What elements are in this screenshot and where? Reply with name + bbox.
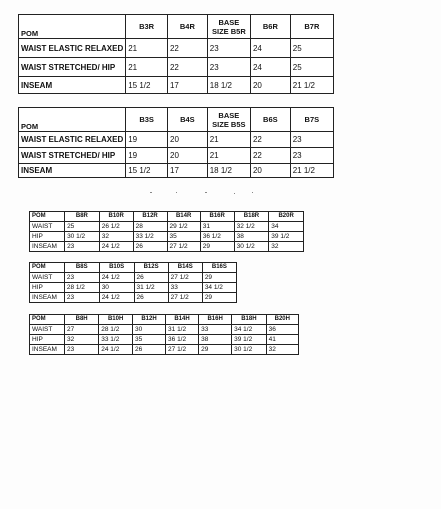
header-row: [30, 212, 304, 222]
cell: 22: [250, 132, 290, 148]
header-cell: B8H: [65, 315, 99, 325]
table-row: [30, 242, 304, 252]
cell: 29 1/2: [167, 222, 200, 232]
scan-speck: [234, 193, 235, 194]
table-row: [30, 325, 299, 335]
row-label: INSEAM: [30, 345, 65, 355]
table-row: [19, 148, 334, 164]
cell: 17: [168, 164, 208, 178]
cell: 21 1/2: [290, 77, 333, 94]
cell: 29: [200, 242, 234, 252]
row-label: WAIST ELASTIC RELAXED: [19, 132, 126, 148]
cell: 28 1/2: [99, 325, 133, 335]
cell: 33: [199, 325, 232, 335]
table-row: [19, 58, 334, 77]
scan-speck: [252, 192, 253, 193]
table-row: [19, 39, 334, 58]
cell: 32: [65, 335, 99, 345]
cell: 24: [250, 58, 290, 77]
row-label: INSEAM: [19, 164, 126, 178]
cell: 30: [99, 283, 134, 293]
cell: 36 1/2: [166, 335, 199, 345]
cell: 24 1/2: [99, 273, 134, 283]
cell: 32 1/2: [234, 222, 269, 232]
cell: 32: [266, 345, 298, 355]
cell: 27 1/2: [167, 242, 200, 252]
header-cell: B10H: [99, 315, 133, 325]
cell: 33 1/2: [99, 335, 133, 345]
cell: 30 1/2: [65, 232, 100, 242]
header-cell: B14H: [166, 315, 199, 325]
cell: 15 1/2: [126, 77, 168, 94]
cell: 21: [207, 148, 250, 164]
row-label: WAIST: [30, 325, 65, 335]
row-label: HIP: [30, 283, 65, 293]
cell: 22: [250, 148, 290, 164]
cell: 23: [290, 148, 333, 164]
header-cell: B20R: [269, 212, 304, 222]
cell: 17: [167, 77, 207, 94]
header-cell: B18R: [234, 212, 269, 222]
header-cell: B14S: [168, 263, 202, 273]
scan-speck: [205, 192, 207, 193]
size-table-husky: [29, 314, 299, 355]
cell: 23: [207, 58, 250, 77]
table-row: [30, 335, 299, 345]
header-cell: B3R: [126, 15, 168, 39]
cell: 31 1/2: [134, 283, 168, 293]
row-label: WAIST STRETCHED/ HIP: [19, 148, 126, 164]
row-label: WAIST: [30, 273, 65, 283]
table-row: [30, 222, 304, 232]
table-row: [30, 345, 299, 355]
header-cell: B7S: [290, 108, 333, 132]
cell: 18 1/2: [207, 77, 250, 94]
header-cell: B20H: [266, 315, 298, 325]
header-cell: BASE SIZE B5S: [207, 108, 250, 132]
cell: 24 1/2: [99, 242, 133, 252]
cell: 26: [133, 345, 166, 355]
cell: 33: [168, 283, 202, 293]
cell: 24 1/2: [99, 345, 133, 355]
cell: 34 1/2: [202, 283, 236, 293]
cell: 36 1/2: [200, 232, 234, 242]
cell: 31 1/2: [166, 325, 199, 335]
cell: 27 1/2: [168, 293, 202, 303]
header-cell: B16H: [199, 315, 232, 325]
cell: 22: [167, 39, 207, 58]
header-row: [19, 15, 334, 39]
header-cell: B18H: [232, 315, 267, 325]
cell: 24 1/2: [99, 293, 134, 303]
header-cell: POM: [30, 212, 65, 222]
cell: 20: [168, 148, 208, 164]
cell: 23: [64, 273, 99, 283]
cell: 25: [65, 222, 100, 232]
cell: 30 1/2: [234, 242, 269, 252]
cell: 32: [99, 232, 133, 242]
header-cell: B6R: [250, 15, 290, 39]
cell: 19: [126, 132, 168, 148]
cell: 34 1/2: [232, 325, 267, 335]
cell: 28 1/2: [64, 283, 99, 293]
cell: 32: [269, 242, 304, 252]
row-label: INSEAM: [30, 293, 65, 303]
header-cell: POM: [30, 263, 65, 273]
cell: 31: [200, 222, 234, 232]
cell: 26: [134, 273, 168, 283]
cell: 34: [269, 222, 304, 232]
table-row: [19, 77, 334, 94]
cell: 23: [64, 293, 99, 303]
table-row: [30, 283, 237, 293]
row-label: HIP: [30, 232, 65, 242]
header-cell: B4R: [167, 15, 207, 39]
cell: 25: [290, 58, 333, 77]
cell: 25: [290, 39, 333, 58]
cell: 29: [202, 293, 236, 303]
size-table-slim-large: [29, 262, 237, 303]
header-cell: B10R: [99, 212, 133, 222]
header-cell: POM: [30, 315, 65, 325]
row-label: WAIST ELASTIC RELAXED: [19, 39, 126, 58]
row-label: INSEAM: [30, 242, 65, 252]
table-row: [30, 273, 237, 283]
row-label: WAIST: [30, 222, 65, 232]
table-row: [30, 293, 237, 303]
cell: 20: [250, 164, 290, 178]
row-label: HIP: [30, 335, 65, 345]
cell: 38: [199, 335, 232, 345]
cell: 22: [167, 58, 207, 77]
header-cell: B10S: [99, 263, 134, 273]
cell: 39 1/2: [269, 232, 304, 242]
cell: 21: [207, 132, 250, 148]
header-cell: B12R: [133, 212, 167, 222]
cell: 27 1/2: [168, 273, 202, 283]
header-cell: B6S: [250, 108, 290, 132]
row-label: WAIST STRETCHED/ HIP: [19, 58, 126, 77]
cell: 18 1/2: [207, 164, 250, 178]
size-table-regular-large: [29, 211, 304, 252]
cell: 26 1/2: [99, 222, 133, 232]
header-cell: POM: [19, 108, 126, 132]
cell: 36: [266, 325, 298, 335]
cell: 21: [126, 39, 168, 58]
cell: 21: [126, 58, 168, 77]
cell: 24: [250, 39, 290, 58]
table-row: [19, 164, 334, 178]
header-cell: B12H: [133, 315, 166, 325]
cell: 15 1/2: [126, 164, 168, 178]
header-cell: B8R: [65, 212, 100, 222]
header-row: [30, 315, 299, 325]
header-cell: B3S: [126, 108, 168, 132]
header-cell: B12S: [134, 263, 168, 273]
cell: 26: [133, 242, 167, 252]
cell: 26: [134, 293, 168, 303]
header-row: [30, 263, 237, 273]
size-table-slim-small: [18, 107, 334, 178]
row-label: INSEAM: [19, 77, 126, 94]
cell: 35: [167, 232, 200, 242]
cell: 29: [199, 345, 232, 355]
table-row: [30, 232, 304, 242]
header-cell: BASE SIZE B5R: [207, 15, 250, 39]
cell: 20: [168, 132, 208, 148]
cell: 23: [207, 39, 250, 58]
header-cell: B16R: [200, 212, 234, 222]
cell: 30 1/2: [232, 345, 267, 355]
scan-speck: [176, 192, 177, 193]
cell: 29: [202, 273, 236, 283]
cell: 23: [65, 242, 100, 252]
cell: 30: [133, 325, 166, 335]
header-cell: B16S: [202, 263, 236, 273]
header-cell: B4S: [168, 108, 208, 132]
cell: 27 1/2: [166, 345, 199, 355]
cell: 21 1/2: [290, 164, 333, 178]
cell: 27: [65, 325, 99, 335]
cell: 20: [250, 77, 290, 94]
size-table-regular-small: [18, 14, 334, 94]
cell: 38: [234, 232, 269, 242]
header-cell: B14R: [167, 212, 200, 222]
cell: 33 1/2: [133, 232, 167, 242]
cell: 39 1/2: [232, 335, 267, 345]
table-row: [19, 132, 334, 148]
cell: 28: [133, 222, 167, 232]
cell: 41: [266, 335, 298, 345]
cell: 19: [126, 148, 168, 164]
header-cell: POM: [19, 15, 126, 39]
header-cell: B8S: [64, 263, 99, 273]
header-cell: B7R: [290, 15, 333, 39]
cell: 23: [65, 345, 99, 355]
cell: 23: [290, 132, 333, 148]
header-row: [19, 108, 334, 132]
scan-speck: [150, 192, 152, 193]
cell: 35: [133, 335, 166, 345]
